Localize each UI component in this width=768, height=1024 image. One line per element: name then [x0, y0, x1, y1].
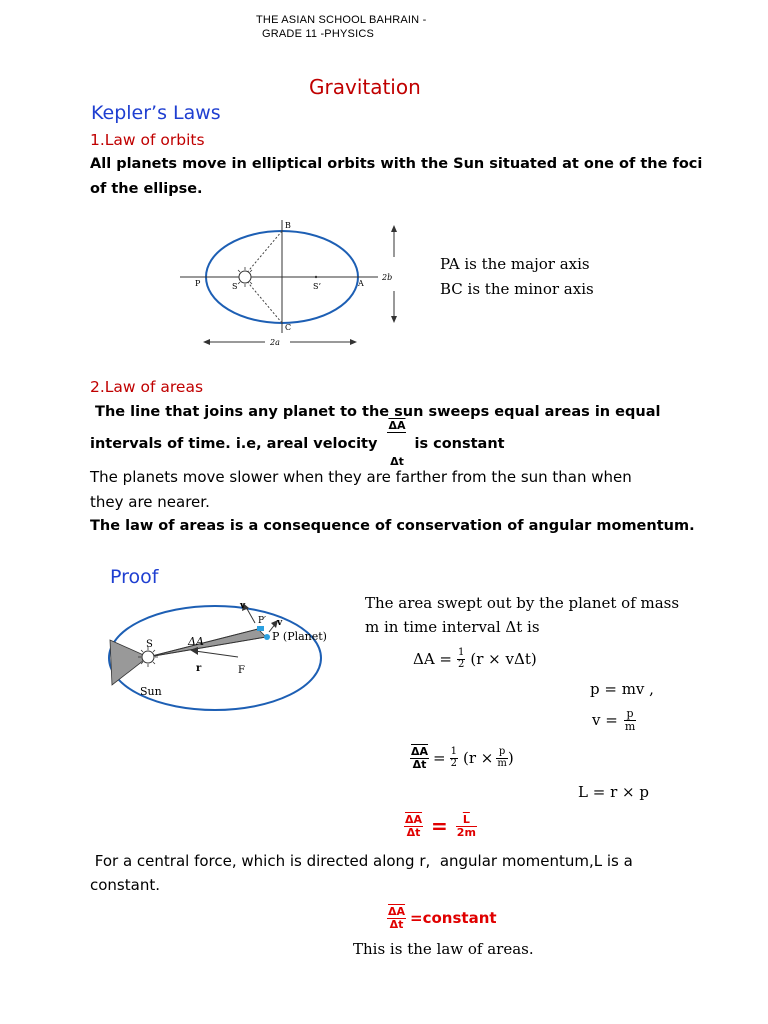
law-of-areas-heading: 2.Law of areas	[90, 378, 204, 396]
central-force-line2: constant.	[90, 876, 160, 894]
label-planet: P (Planet)	[272, 630, 327, 643]
label-2b: 2b	[382, 273, 393, 282]
label-P-prime: P′	[258, 616, 267, 626]
equation-momentum: p = mv ,	[590, 680, 654, 698]
equation-areal-velocity: $\frac{\overline{\Delta A}}{\Delta t}$ = $\frac{1}{2}$ (r × $\frac{p}{m}$ )	[411, 744, 514, 771]
central-force-line1: For a central force, which is directed along r, angular momentum,L is a	[90, 852, 633, 870]
ellipse-orbit-diagram	[170, 215, 410, 350]
label-r: r	[196, 663, 202, 674]
school-name: THE ASIAN SCHOOL BAHRAIN -	[256, 14, 427, 26]
label-F: F	[238, 665, 245, 676]
section-heading-keplers-laws: Kepler’s Laws	[91, 102, 221, 124]
minor-axis-note: BC is the minor axis	[440, 280, 594, 298]
law-of-areas-line3: The planets move slower when they are farther from the sun than when	[90, 468, 632, 486]
planet-marker	[257, 626, 264, 631]
equation-velocity: v = $\frac{p}{m}$	[592, 706, 636, 733]
label-2a: 2a	[270, 338, 280, 347]
label-C: C	[285, 323, 292, 332]
proof-text-line2: m in time interval Δt is	[365, 618, 540, 636]
proof-text-line1: The area swept out by the planet of mass	[365, 594, 680, 612]
major-axis-note: PA is the major axis	[440, 255, 590, 273]
conclusion-text: This is the law of areas.	[353, 940, 534, 958]
equation-areal-velocity-L: $\frac{\overline{\Delta A}}{\Delta t}$ = $\frac{\overline{L}}{2m}$	[405, 812, 476, 839]
label-v2: v	[277, 618, 283, 628]
areal-velocity-text: intervals of time. i.e, areal velocity	[90, 436, 378, 452]
label-sun: Sun	[140, 685, 162, 698]
label-S: S	[232, 282, 238, 291]
equation-area-swept: ΔA = $\frac{1}{2}$ (r × vΔt)	[413, 647, 537, 670]
law-of-orbits-text-line1: All planets move in elliptical orbits with the Sun situated at one of the foci	[90, 156, 703, 172]
grade-subject: GRADE 11 -PHYSICS	[262, 28, 375, 40]
law-of-areas-line1: The line that joins any planet to the sun sweeps equal areas in equal	[90, 404, 661, 420]
equation-angular-momentum: L = r × p	[578, 783, 649, 801]
label-A: A	[358, 279, 364, 288]
label-B: B	[285, 221, 291, 230]
law-of-areas-line4: they are nearer.	[90, 493, 210, 511]
label-S-prime: S’	[313, 282, 322, 291]
label-v1: v	[240, 601, 246, 611]
equation-areal-velocity-constant: $\frac{\overline{\Delta A}}{\Delta t}$ =constant	[388, 904, 497, 931]
label-P: P	[195, 279, 201, 288]
areal-velocity-diagram	[100, 595, 360, 715]
label-S: S	[146, 639, 153, 650]
sun-icon	[235, 267, 255, 287]
law-of-orbits-text-line2: of the ellipse.	[90, 181, 203, 197]
proof-heading: Proof	[110, 566, 159, 588]
label-delta-A: ΔA	[188, 635, 204, 648]
areal-velocity-fraction: $\frac{\overline{\Delta A}}{\Delta t}$	[388, 419, 406, 469]
law-of-areas-line5: The law of areas is a consequence of conservation of angular momentum.	[90, 518, 695, 534]
law-of-orbits-heading: 1.Law of orbits	[90, 131, 205, 149]
page-title: Gravitation	[309, 75, 421, 99]
law-of-areas-line2	[90, 419, 505, 469]
is-constant-text: is constant	[414, 436, 505, 452]
sun-icon	[138, 647, 158, 667]
